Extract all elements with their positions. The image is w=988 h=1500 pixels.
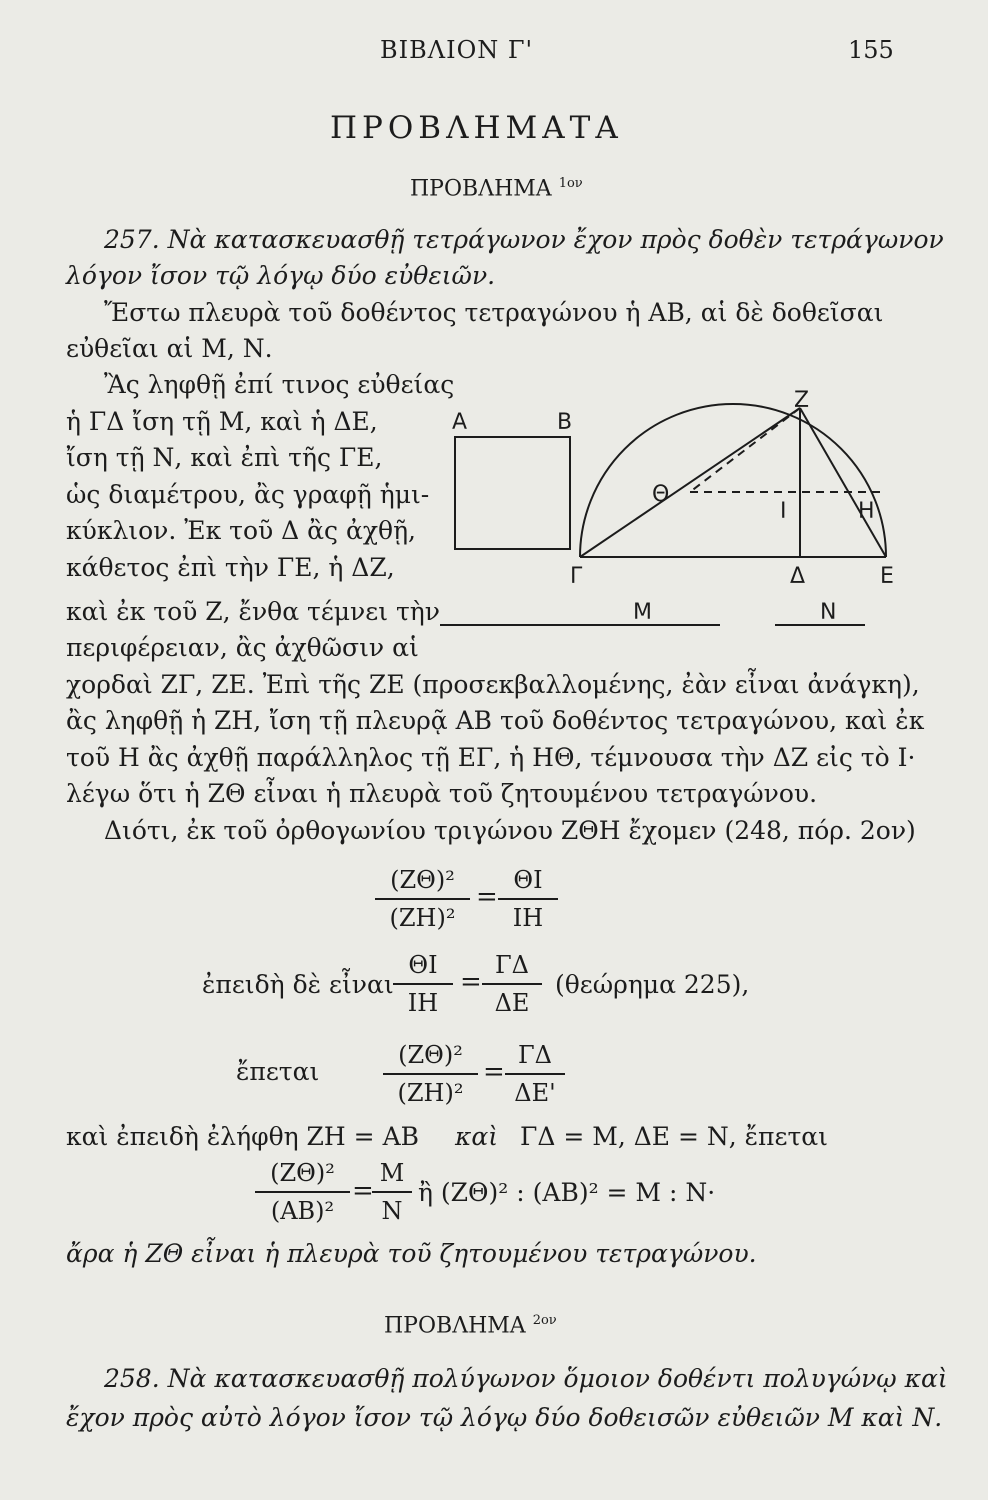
eq2-fraction-left: ΘΙ ΙΗ [393, 950, 453, 1018]
label-I: Ι [780, 499, 787, 524]
text-line-1: Ἔστω πλευρὰ τοῦ δοθέντος τετραγώνου ἡ ΑΒ, αἱ δὲ δοθεῖσαι [104, 298, 884, 327]
label-H: Η [858, 499, 875, 524]
text-line-3: Ἂς ληφθῇ ἐπί τινος εὐθείας [104, 370, 455, 399]
eq1-fraction-left: (ΖΘ)² (ΖΗ)² [375, 865, 470, 933]
problem-2-statement-line-2: ἔχον πρὸς αὐτὸ λόγον ἴσον τῷ λόγῳ δύο δοθεισῶν εὐθειῶν Μ καὶ Ν. [66, 1403, 943, 1432]
chord-zg [580, 408, 800, 557]
section-title: ΠΡΟΒΛΗΜΑΤΑ [330, 110, 623, 146]
problem-2-statement-line-1: 258. Νὰ κατασκευασθῇ πολύγωνον ὅμοιον δοθέντι πολυγώνῳ καὶ [104, 1364, 948, 1393]
since-line-part-2: καὶ [455, 1122, 499, 1151]
text-line-11: χορδαὶ ΖΓ, ΖΕ. Ἐπὶ τῆς ΖΕ (προσεκβαλλομένης, ἐὰν εἶναι ἀνάγκη), [66, 670, 920, 699]
geometric-construction-figure [440, 385, 910, 635]
eq4-fraction-left: (ΖΘ)² (ΑΒ)² [255, 1158, 350, 1226]
label-Delta: Δ [790, 564, 806, 589]
text-line-15: Διότι, ἐκ τοῦ ὀρθογωνίου τριγώνου ΖΘΗ ἔχομεν (248, πόρ. 2ον) [104, 816, 916, 845]
given-square [455, 437, 570, 549]
text-line-10: περιφέρειαν, ἂς ἀχθῶσιν αἱ [66, 633, 419, 662]
problem-2-heading [384, 1313, 557, 1338]
semicircle [580, 404, 886, 557]
running-header-title: ΒΙΒΛΙΟΝ Γ' [380, 36, 534, 64]
label-E: Ε [880, 564, 894, 589]
problem-1-heading-label: ΠΡΟΒΛΗΜΑ [410, 176, 552, 202]
since-line-part-1: καὶ ἐπειδὴ ἐλήφθη ΖΗ = ΑΒ [66, 1122, 419, 1151]
text-line-12: ἂς ληφθῇ ἡ ΖΗ, ἴση τῇ πλευρᾷ ΑΒ τοῦ δοθέντος τετραγώνου, καὶ ἐκ [66, 706, 925, 735]
label-Theta: Θ [652, 482, 670, 507]
label-B: Β [557, 410, 573, 435]
text-line-2: εὐθεῖαι αἱ Μ, Ν. [66, 334, 273, 363]
problem-1-heading [410, 176, 583, 201]
eq1-equals: = [476, 882, 498, 912]
eq2-equals: = [460, 967, 482, 997]
problem-1-statement-line-2: λόγον ἴσον τῷ λόγῳ δύο εὐθειῶν. [66, 261, 496, 290]
eq2-lead-text: ἐπειδὴ δὲ εἶναι [202, 970, 394, 999]
text-line-13: τοῦ Η ἂς ἀχθῇ παράλληλος τῇ ΕΓ, ἡ ΗΘ, τέμνουσα τὴν ΔΖ εἰς τὸ Ι· [66, 743, 916, 772]
text-line-9: καὶ ἐκ τοῦ Ζ, ἔνθα τέμνει τὴν [66, 597, 440, 626]
eq3-fraction-left: (ΖΘ)² (ΖΗ)² [383, 1040, 478, 1108]
eq4-equals: = [352, 1176, 374, 1206]
conclusion-line: ἄρα ἡ ΖΘ εἶναι ἡ πλευρὰ τοῦ ζητουμένου τετραγώνου. [66, 1239, 757, 1268]
text-line-14: λέγω ὅτι ἡ ΖΘ εἶναι ἡ πλευρὰ τοῦ ζητουμένου τετραγώνου. [66, 779, 818, 808]
eq3-lead-text: ἔπεται [236, 1057, 320, 1086]
problem-2-heading-label: ΠΡΟΒΛΗΜΑ [384, 1313, 526, 1339]
page-number: 155 [848, 36, 894, 64]
label-Z: Ζ [794, 388, 810, 413]
text-line-4: ἡ ΓΔ ἴση τῇ Μ, καὶ ἡ ΔΕ, [66, 407, 378, 436]
eq2-fraction-right: ΓΔ ΔΕ [482, 950, 542, 1018]
problem-2-heading-number: 2ον [532, 1313, 557, 1328]
text-line-5: ἴση τῇ Ν, καὶ ἐπὶ τῆς ΓΕ, [66, 443, 383, 472]
text-line-7: κύκλιον. Ἐκ τοῦ Δ ἂς ἀχθῇ, [66, 516, 416, 545]
label-Gamma: Γ [570, 564, 583, 589]
eq1-fraction-right: ΘΙ ΙΗ [498, 865, 558, 933]
label-A: Α [452, 410, 468, 435]
eq4-fraction-right: Μ Ν [372, 1158, 412, 1226]
eq3-equals: = [483, 1057, 505, 1087]
chord-ze [800, 408, 886, 557]
eq4-tail-text: ἢ (ΖΘ)² : (ΑΒ)² = Μ : Ν· [418, 1178, 716, 1207]
problem-1-statement-line-1: 257. Νὰ κατασκευασθῇ τετράγωνον ἔχον πρὸς δοθὲν τετράγωνον [104, 225, 944, 254]
problem-1-heading-number: 1ον [558, 176, 583, 191]
text-line-8: κάθετος ἐπὶ τὴν ΓΕ, ἡ ΔΖ, [66, 553, 395, 582]
since-line-part-3: ΓΔ = Μ, ΔΕ = Ν, ἔπεται [520, 1122, 828, 1151]
label-N: Ν [820, 600, 837, 625]
label-M: Μ [633, 600, 652, 625]
segment-zth-line [690, 408, 800, 492]
eq3-fraction-right: ΓΔ ΔΕ' [505, 1040, 565, 1108]
eq2-tail-text: (θεώρημα 225), [555, 970, 750, 999]
text-line-6: ὡς διαμέτρου, ἂς γραφῇ ἡμι- [66, 480, 430, 509]
